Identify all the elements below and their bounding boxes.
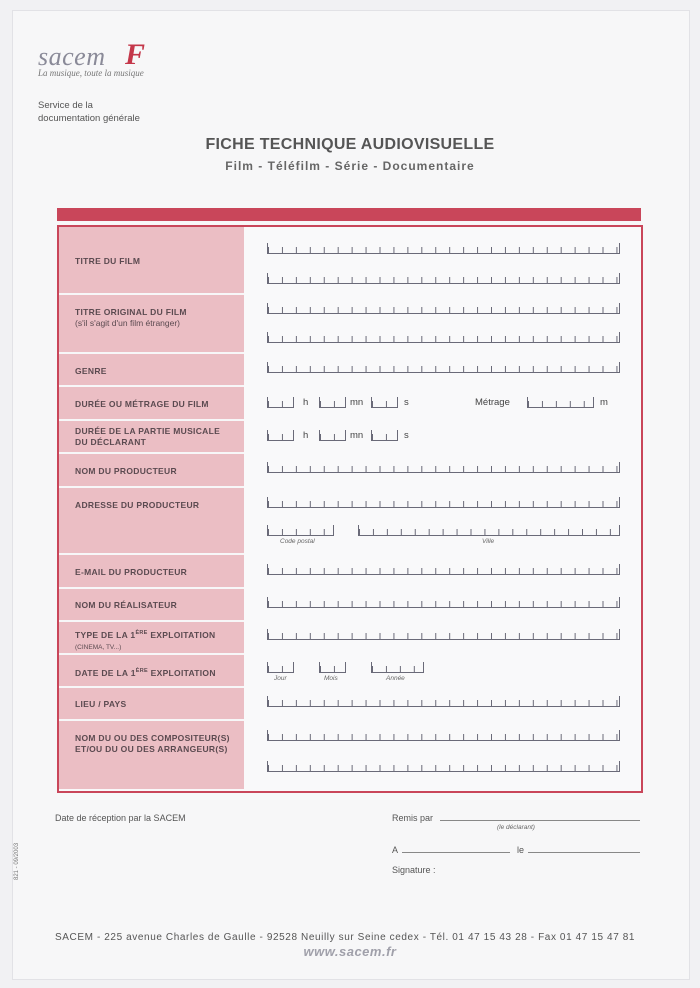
row-separator [59, 620, 244, 622]
signature-label: Signature : [392, 865, 436, 875]
row-separator [59, 352, 244, 354]
sacem-logo-mark-icon: F [125, 38, 146, 71]
form-code: 821 - 09/2003 [14, 842, 20, 880]
label-genre: GENRE [75, 366, 107, 376]
row-separator [59, 587, 244, 589]
duree-musicale-seconds-input[interactable] [371, 430, 398, 441]
code-postal-caption: Code postal [280, 538, 315, 545]
row-separator [59, 486, 244, 488]
lieu-signature-field[interactable] [402, 852, 510, 853]
unit-m: m [600, 397, 608, 408]
label-date-exploitation [75, 666, 240, 679]
row-separator [59, 719, 244, 721]
ville-input[interactable] [358, 525, 620, 536]
date-jour-input[interactable] [267, 662, 294, 673]
le-declarant-caption: (le déclarant) [497, 824, 535, 831]
label-realisateur: NOM DU RÉALISATEUR [75, 600, 178, 610]
titre-input-line2[interactable] [267, 273, 620, 284]
titre-original-input-line2[interactable] [267, 332, 620, 343]
mois-caption: Mois [324, 675, 338, 682]
label-type-suffix: EXPLOITATION [147, 629, 216, 640]
type-exploitation-input[interactable] [267, 629, 620, 640]
realisateur-input[interactable] [267, 597, 620, 608]
label-type-exploitation [75, 628, 240, 653]
service-line-2: documentation générale [38, 113, 140, 124]
label-titre-original [75, 307, 240, 329]
row-separator [59, 686, 244, 688]
row-separator [59, 553, 244, 555]
unit-s: s [404, 430, 409, 441]
jour-caption: Jour [274, 675, 287, 682]
page-title: FICHE TECHNIQUE AUDIOVISUELLE [205, 136, 495, 153]
row-separator [59, 419, 244, 421]
titre-original-input-line1[interactable] [267, 303, 620, 314]
lieu-input[interactable] [267, 696, 620, 707]
code-postal-input[interactable] [267, 525, 334, 536]
label-titre: TITRE DU FILM [75, 256, 141, 266]
date-annee-input[interactable] [371, 662, 424, 673]
ville-caption: Ville [482, 538, 495, 545]
duree-seconds-input[interactable] [371, 397, 398, 408]
metrage-input[interactable] [527, 397, 594, 408]
label-duree-musicale: DURÉE DE LA PARTIE MUSICALE DU DÉCLARANT [75, 426, 221, 447]
label-type-sup: ÈRE [135, 630, 148, 636]
metrage-label: Métrage [475, 397, 510, 408]
a-label: A [392, 845, 399, 855]
sacem-logo: sacem [38, 42, 106, 71]
adresse-input[interactable] [267, 497, 620, 508]
service-line-1: Service de la [38, 100, 93, 111]
producteur-input[interactable] [267, 462, 620, 473]
row-separator [59, 653, 244, 655]
service-name [38, 99, 198, 125]
label-duree: DURÉE OU MÉTRAGE DU FILM [75, 399, 209, 409]
label-email: E-MAIL DU PRODUCTEUR [75, 567, 188, 577]
row-separator [59, 385, 244, 387]
website-link[interactable]: www.sacem.fr [303, 944, 397, 959]
label-type-prefix: TYPE DE LA 1 [75, 629, 136, 640]
genre-input[interactable] [267, 362, 620, 373]
remis-par-field[interactable] [440, 820, 640, 821]
unit-mn: mn [350, 430, 364, 441]
unit-mn: mn [350, 397, 364, 408]
unit-s: s [404, 397, 409, 408]
le-label: le [517, 845, 525, 855]
label-compositeurs [75, 733, 240, 755]
duree-hours-input[interactable] [267, 397, 294, 408]
label-compositeurs-line2: ET/OU DU OU DES ARRANGEUR(S) [75, 744, 228, 754]
footer-address: SACEM - 225 avenue Charles de Gaulle - 92528 Neuilly sur Seine cedex - Tél. 01 47 15 43 28 - Fax 01 47 15 47 81 [55, 932, 636, 943]
label-lieu: LIEU / PAYS [75, 699, 127, 709]
label-titre-original-text: TITRE ORIGINAL DU FILM [75, 307, 187, 317]
duree-musicale-hours-input[interactable] [267, 430, 294, 441]
annee-caption: Année [386, 675, 405, 682]
row-separator [59, 452, 244, 454]
row-separator [59, 293, 244, 295]
page-subtitle: Film - Téléfilm - Série - Documentaire [225, 159, 475, 173]
date-mois-input[interactable] [319, 662, 346, 673]
label-adresse: ADRESSE DU PRODUCTEUR [75, 500, 200, 510]
date-reception-label: Date de réception par la SACEM [55, 813, 186, 823]
label-compositeurs-line1: NOM DU OU DES COMPOSITEUR(S) [75, 733, 230, 743]
label-date-suffix: EXPLOITATION [147, 667, 216, 678]
logo-tagline: La musique, toute la musique [38, 68, 144, 78]
titre-input-line1[interactable] [267, 243, 620, 254]
date-signature-field[interactable] [528, 852, 640, 853]
label-titre-original-note: (s'il s'agit d'un film étranger) [75, 318, 181, 328]
label-producteur: NOM DU PRODUCTEUR [75, 466, 177, 476]
duree-minutes-input[interactable] [319, 397, 346, 408]
compositeurs-input-line2[interactable] [267, 761, 620, 772]
header-accent-bar [57, 208, 641, 221]
compositeurs-input-line1[interactable] [267, 730, 620, 741]
label-date-prefix: DATE DE LA 1 [75, 667, 136, 678]
remis-par-label: Remis par [392, 813, 434, 823]
email-input[interactable] [267, 564, 620, 575]
label-date-sup: ÈRE [135, 668, 148, 674]
duree-musicale-minutes-input[interactable] [319, 430, 346, 441]
label-type-note: (CINEMA, TV...) [75, 643, 122, 651]
unit-h: h [303, 430, 309, 441]
unit-h: h [303, 397, 309, 408]
